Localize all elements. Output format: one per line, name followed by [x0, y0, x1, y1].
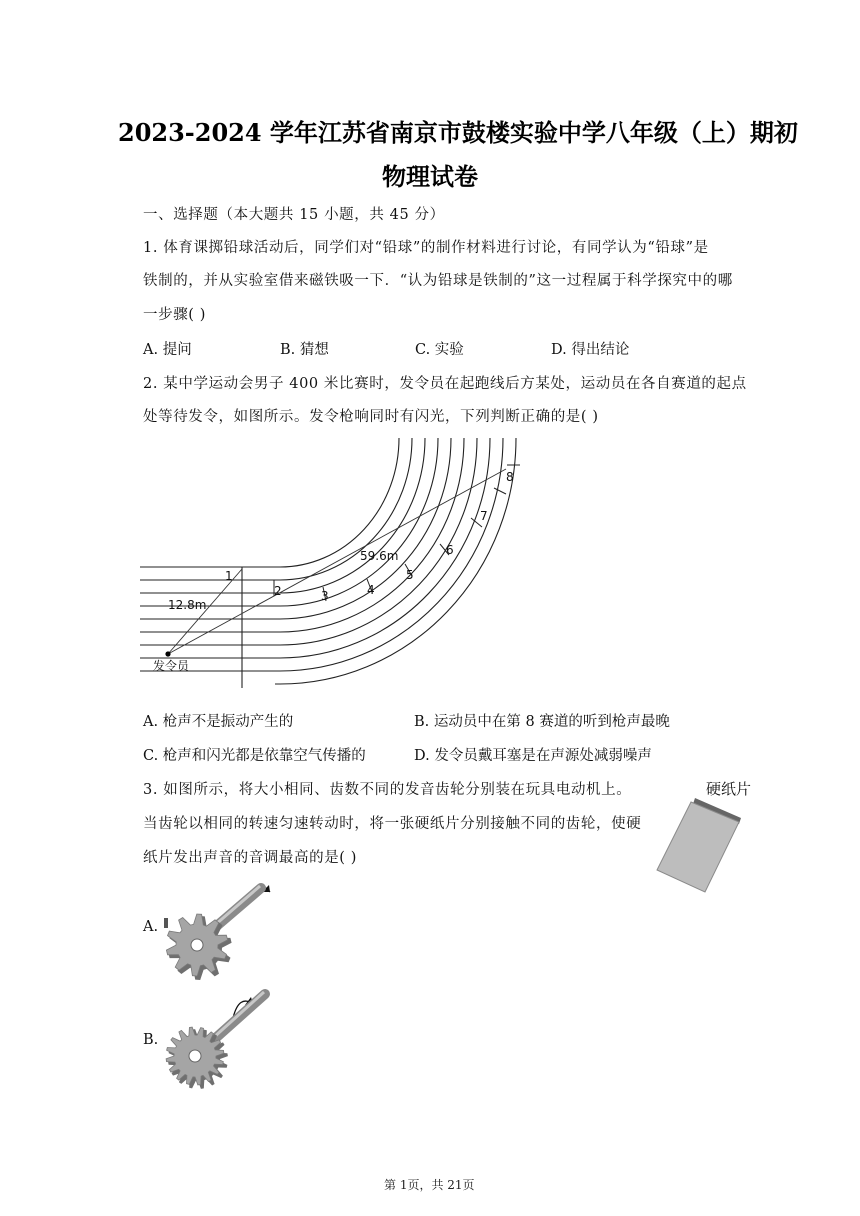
distance-label-long: 59.6m — [360, 549, 399, 563]
gear-figure-a[interactable] — [158, 870, 288, 990]
cardboard-label: 硬纸片 — [706, 780, 752, 798]
lane-label-6: 6 — [446, 543, 454, 557]
q1-stem-line3: 一步骤( ) — [143, 307, 207, 323]
starter-label: 发令员 — [153, 659, 190, 673]
q2-option-a[interactable]: A. 枪声不是振动产生的 — [143, 714, 294, 730]
lane-label-5: 5 — [406, 568, 414, 582]
gear-a-hub-mark — [164, 918, 168, 928]
lane-label-3: 3 — [321, 589, 329, 603]
q3-stem-line2: 当齿轮以相同的转速匀速转动时，将一张硬纸片分别接触不同的齿轮，使硬 — [143, 816, 642, 832]
lane-label-4: 4 — [367, 583, 375, 597]
straight-lane-lines — [140, 567, 275, 671]
q3-stem-line1: 3. 如图所示，将大小相同、齿数不同的发音齿轮分别装在玩具电动机上。 — [143, 782, 632, 798]
q2-stem-line1: 2. 某中学运动会男子 400 米比赛时，发令员在起跑线后方某处，运动员在各自赛道的起点 — [143, 376, 747, 392]
q2-option-d[interactable]: D. 发令员戴耳塞是在声源处减弱噪声 — [414, 748, 652, 764]
q3-option-a-label[interactable]: A. — [143, 919, 159, 935]
page-title-line2: 物理试卷 — [382, 162, 478, 191]
gear-figure-b[interactable] — [155, 980, 285, 1100]
starter-position-dot — [165, 651, 170, 656]
q2-stem-line2: 处等待发令，如图所示。发令枪响同时有闪光，下列判断正确的是( ) — [143, 409, 599, 425]
lane-label-7: 7 — [480, 509, 488, 523]
q3-option-b-label[interactable]: B. — [143, 1032, 159, 1048]
q2-option-c[interactable]: C. 枪声和闪光都是依靠空气传播的 — [143, 748, 366, 764]
gear-b-hole — [189, 1050, 201, 1062]
q1-option-a[interactable]: A. 提问 — [143, 342, 192, 358]
gear-a-hole — [191, 939, 203, 951]
distance-label-short: 12.8m — [168, 598, 207, 612]
page-footer: 第 1页，共 21页 — [384, 1178, 475, 1192]
lane-label-2: 2 — [274, 584, 282, 598]
cardboard-figure — [655, 796, 747, 896]
track-figure — [140, 438, 540, 693]
q2-option-b[interactable]: B. 运动员中在第 8 赛道的听到枪声最晚 — [414, 714, 670, 730]
page-title-line1: 2023-2024 学年江苏省南京市鼓楼实验中学八年级（上）期初 — [118, 118, 798, 147]
q1-stem-line1: 1. 体育课掷铅球活动后，同学们对“铅球”的制作材料进行讨论，有同学认为“铅球”是 — [143, 240, 709, 256]
lane-label-8: 8 — [506, 470, 514, 484]
q1-stem-line2: 铁制的，并从实验室借来磁铁吸一下．“认为铅球是铁制的”这一过程属于科学探究中的哪 — [143, 273, 733, 289]
q1-option-c[interactable]: C. 实验 — [415, 342, 464, 358]
lane-label-1: 1 — [225, 569, 233, 583]
q1-option-d[interactable]: D. 得出结论 — [551, 342, 630, 358]
q1-option-b[interactable]: B. 猜想 — [280, 342, 329, 358]
q3-stem-line3: 纸片发出声音的音调最高的是( ) — [143, 850, 358, 866]
section-header: 一、选择题（本大题共 15 小题，共 45 分） — [143, 207, 445, 223]
distance-lines — [168, 469, 506, 654]
